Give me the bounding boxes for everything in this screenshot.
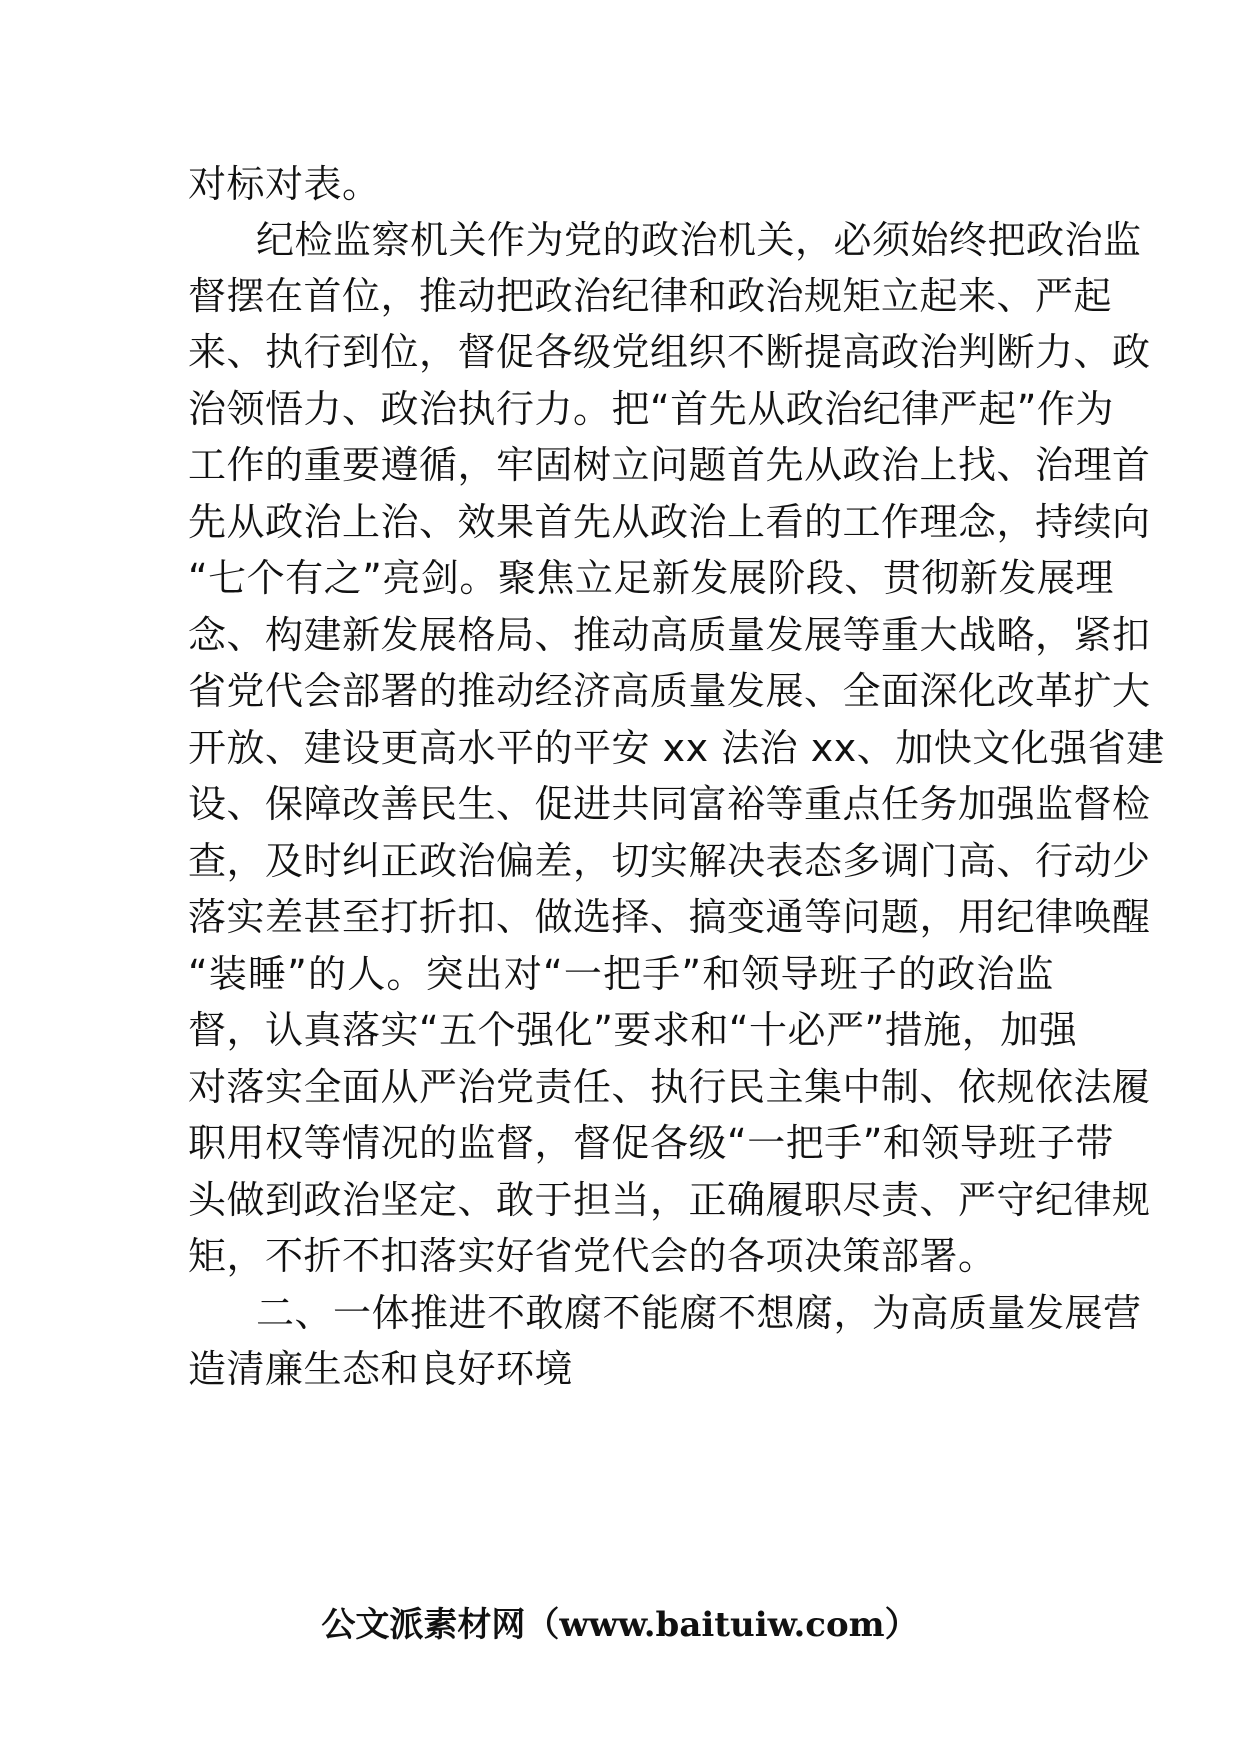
paragraph-line: 查，及时纠正政治偏差，切实解决表态多调门高、行动少 <box>188 839 1151 883</box>
page-footer: 公文派素材网（www.baituiw.com） <box>321 1605 919 1645</box>
paragraph-line: 开放、建设更高水平的平安 xx 法治 xx、加快文化强省建 <box>188 726 1165 770</box>
section-heading-line: 二、一体推进不敢腐不能腐不想腐，为高质量发展营 <box>256 1291 1142 1335</box>
paragraph-line: 来、执行到位，督促各级党组织不断提高政治判断力、政 <box>188 330 1151 374</box>
paragraph-line: 职用权等情况的监督，督促各级“一把手”和领导班子带 <box>188 1121 1114 1165</box>
paragraph-line: 纪检监察机关作为党的政治机关，必须始终把政治监 <box>256 218 1142 262</box>
paragraph-line: 对标对表。 <box>188 162 381 206</box>
paragraph-line: 设、保障改善民生、促进共同富裕等重点任务加强监督检 <box>188 782 1151 826</box>
paragraph-line: 督，认真落实“五个强化”要求和“十必严”措施，加强 <box>188 1008 1078 1052</box>
paragraph-line: 对落实全面从严治党责任、执行民主集中制、依规依法履 <box>188 1065 1151 1109</box>
paragraph-line: 先从政治上治、效果首先从政治上看的工作理念，持续向 <box>188 500 1151 544</box>
paragraph-line: 落实差甚至打折扣、做选择、搞变通等问题，用纪律唤醒 <box>188 895 1151 939</box>
paragraph-line: 矩，不折不扣落实好省党代会的各项决策部署。 <box>188 1234 997 1278</box>
paragraph-line: 工作的重要遵循，牢固树立问题首先从政治上找、治理首 <box>188 443 1151 487</box>
paragraph-line: “七个有之”亮剑。聚焦立足新发展阶段、贯彻新发展理 <box>188 556 1114 600</box>
paragraph-line: “装睡”的人。突出对“一把手”和领导班子的政治监 <box>188 952 1054 996</box>
section-heading-line: 造清廉生态和良好环境 <box>188 1347 574 1391</box>
paragraph-line: 治领悟力、政治执行力。把“首先从政治纪律严起”作为 <box>188 387 1114 431</box>
paragraph-line: 念、构建新发展格局、推动高质量发展等重大战略，紧扣 <box>188 613 1151 657</box>
paragraph-line: 头做到政治坚定、敢于担当，正确履职尽责、严守纪律规 <box>188 1178 1151 1222</box>
paragraph-line: 省党代会部署的推动经济高质量发展、全面深化改革扩大 <box>188 669 1151 713</box>
paragraph-line: 督摆在首位，推动把政治纪律和政治规矩立起来、严起 <box>188 274 1113 318</box>
